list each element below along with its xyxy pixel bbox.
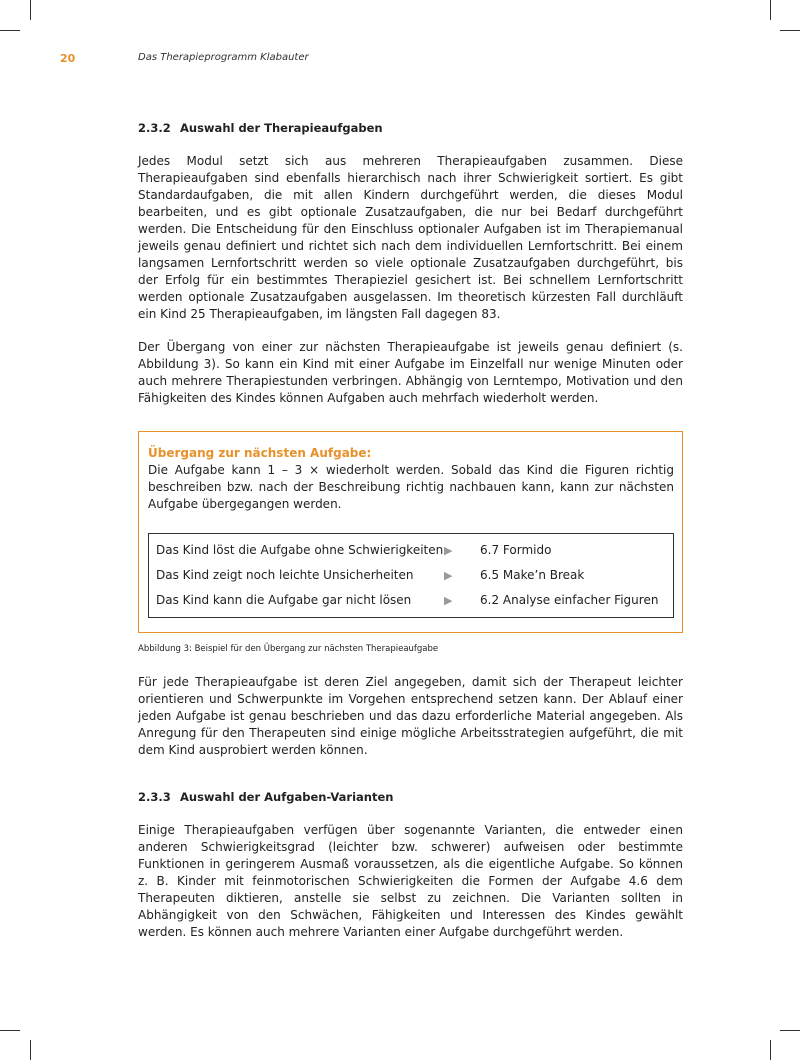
transition-row	[156, 538, 666, 563]
transition-condition: Das Kind zeigt noch leichte Unsicherheiten	[156, 568, 414, 582]
section-heading-2-3-3	[138, 789, 683, 806]
transition-target: 6.5 Make’n Break	[480, 568, 585, 582]
page-number: 20	[60, 52, 76, 65]
body-paragraph: Der Übergang von einer zur nächsten Therapieaufgabe ist jeweils genau definiert (s. Abbildung 3). So kann ein Kind mit einer Aufgabe im Einzelfall nur wenige Minuten oder auch mehrere Therapiestunden verbringen. Abhängig von Lerntempo, Motivation und den Fähigkeiten des Kindes können Aufgaben auch mehrfach wiederholt werden.	[138, 340, 683, 405]
crop-mark	[780, 30, 800, 31]
crop-mark	[780, 1030, 800, 1031]
section-heading-2-3-2	[138, 120, 683, 137]
crop-mark	[770, 1040, 771, 1060]
transition-condition: Das Kind kann die Aufgabe gar nicht lösen	[156, 593, 412, 607]
section-title: Auswahl der Aufgaben-Varianten	[180, 790, 394, 804]
transition-condition: Das Kind löst die Aufgabe ohne Schwierigkeiten	[156, 543, 444, 557]
transition-row	[156, 563, 666, 588]
section-title: Auswahl der Therapieaufgaben	[180, 121, 383, 135]
transition-table	[148, 533, 674, 618]
section-number: 2.3.2	[138, 121, 171, 135]
body-paragraph: Für jede Therapieaufgabe ist deren Ziel angegeben, damit sich der Therapeut leichter orientieren und Schwerpunkte im Vorgehen entsprechend setzen kann. Der Ablauf einer jeden Aufgabe ist genau beschrieben und das dazu erforderliche Material angegeben. Als Anregung für den Therapeuten sind einige mögliche Arbeitsstrategien aufgeführt, die mit dem Kind ausprobiert werden können.	[138, 675, 683, 757]
callout-title: Übergang zur nächsten Aufgabe:	[148, 446, 372, 460]
crop-mark	[770, 0, 771, 20]
transition-target: 6.7 Formido	[480, 543, 552, 557]
running-head: Das Therapieprogramm Klabauter	[138, 52, 309, 63]
crop-mark	[30, 0, 31, 20]
body-paragraph: Jedes Modul setzt sich aus mehreren Therapieaufgaben zusammen. Diese Therapieaufgaben sind ebenfalls hierarchisch nach ihrer Schwierigkeit sortiert. Es gibt Standardaufgaben, die mit allen Kindern durchgeführt werden, die dieses Modul bearbeiten, und es gibt optionale Zusatzaufgaben, die nur bei Bedarf durchgeführt werden. Die Entscheidung für den Einschluss optionaler Aufgaben ist im Therapiemanual jeweils genau definiert und richtet sich nach dem individuellen Lernfortschritt. Bei einem langsamen Lernfortschritt werden so viele optionale Zusatzaufgaben durchgeführt, bis der Erfolg für ein bestimmtes Therapieziel gesichert ist. Bei schnellem Lernfortschritt werden optionale Zusatzaufgaben ausgelassen. Im theoretisch kürzesten Fall durchläuft ein Kind 25 Therapieaufgaben, im längsten Fall dagegen 83.	[138, 154, 683, 321]
arrow-right-icon: ▶	[444, 569, 453, 582]
callout-text: Die Aufgabe kann 1 – 3 × wiederholt werden. Sobald das Kind die Figuren richtig beschreiben bzw. nach der Beschreibung richtig nachbauen kann, kann zur nächsten Aufgabe übergegangen werden.	[148, 463, 674, 511]
arrow-right-icon: ▶	[444, 594, 453, 607]
figure-callout-box	[138, 431, 683, 633]
figure-caption: Abbildung 3: Beispiel für den Übergang zur nächsten Therapieaufgabe	[138, 644, 439, 654]
transition-target: 6.2 Analyse einfacher Figuren	[480, 593, 659, 607]
crop-mark	[0, 30, 20, 31]
transition-row	[156, 588, 666, 613]
page-content	[138, 120, 683, 957]
body-paragraph: Einige Therapieaufgaben verfügen über sogenannte Varianten, die entweder einen anderen Schwierigkeitsgrad (leichter bzw. schwerer) aufweisen oder bestimmte Funktionen in geringerem Ausmaß voraussetzen, als die eigentliche Aufgabe. So können z. B. Kinder mit feinmotorischen Schwierigkeiten die Formen der Aufgabe 4.6 dem Therapeuten diktieren, anstelle sie selbst zu zeichnen. Die Varianten sollten in Abhängigkeit von den Schwächen, Fähigkeiten und Interessen des Kindes gewählt werden. Es können auch mehrere Varianten einer Aufgabe durchgeführt werden.	[138, 823, 683, 939]
crop-mark	[0, 1030, 20, 1031]
arrow-right-icon: ▶	[444, 544, 453, 557]
crop-mark	[30, 1040, 31, 1060]
section-number: 2.3.3	[138, 790, 171, 804]
